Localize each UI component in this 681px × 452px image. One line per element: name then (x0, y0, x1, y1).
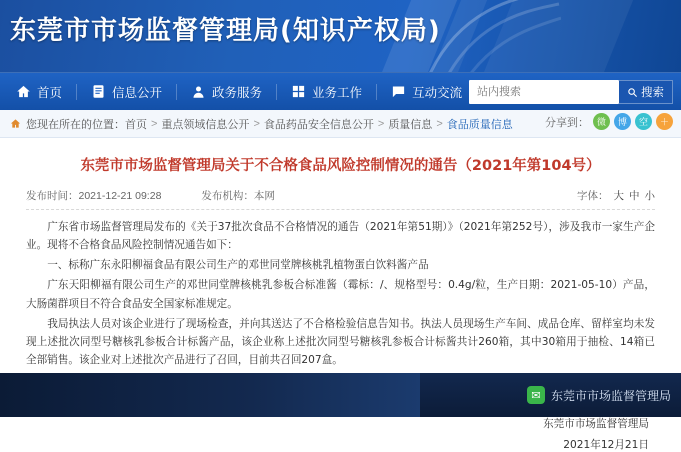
main-nav (0, 72, 681, 110)
more-share-button[interactable]: ＋ (656, 113, 673, 130)
breadcrumb-item-home[interactable]: 首页 (125, 118, 147, 131)
nav-item-home[interactable] (0, 73, 76, 110)
breadcrumb-separator: > (253, 117, 260, 130)
service-icon (191, 84, 206, 99)
nav-label-gov-service: 政务服务 (212, 85, 263, 100)
wechat-account-label: 东莞市市场监督管理局 (550, 388, 671, 403)
wechat-icon: ✉ (527, 386, 545, 404)
article-paragraph: 一、标称广东永阳柳福食品有限公司生产的邓世同堂牌核桃乳植物蛋白饮料酱产品 (47, 259, 429, 272)
page-title: 东莞市市场监督管理局关于不合格食品风险控制情况的通告（2021年第104号） (80, 158, 601, 174)
breadcrumb-item-key-areas[interactable]: 重点领域信息公开 (161, 118, 250, 131)
source (201, 188, 275, 203)
search-button[interactable] (619, 80, 673, 104)
publish-time (26, 188, 161, 203)
nav-label-info-disclosure: 信息公开 (112, 85, 163, 100)
breadcrumb-separator: > (377, 117, 385, 130)
article-paragraph: 广东省市场监督管理局发布的《关于37批次食品不合格情况的通告（2021年第51期）》（2021年第252号），涉及我市一家生产企业。现将不合格食品风险控制情况通告如下： (26, 220, 655, 251)
nav-item-business-work[interactable] (277, 73, 376, 110)
chat-icon (391, 84, 406, 99)
publish-time-label: 发布时间： (26, 189, 79, 202)
footer-background-image (0, 373, 420, 417)
signature-org: 东莞市市场监督管理局 (543, 417, 649, 430)
share-bar (545, 113, 673, 130)
breadcrumb-prefix: 您现在所在的位置： (26, 118, 125, 131)
nav-label-home: 首页 (37, 85, 63, 100)
article-paragraph: 广东天阳柳福有限公司生产的邓世同堂牌核桃乳参板合标准酱（霉标：/、规格型号：0.4g/粒，生产日期：2021-05-10）产品，大肠菌群项目不符合食品安全国家标准规定。 (26, 279, 655, 310)
fontsize-medium[interactable]: 中 (629, 189, 640, 202)
nav-item-gov-service[interactable] (177, 73, 276, 110)
breadcrumb-item-quality[interactable]: 质量信息 (388, 118, 433, 131)
wechat-share-button[interactable]: 微 (593, 113, 610, 130)
breadcrumb-item-food-quality[interactable]: 食品质量信息 (446, 118, 513, 131)
site-header (0, 0, 681, 72)
fontsize-control (577, 188, 655, 203)
fontsize-small[interactable]: 小 (644, 189, 655, 202)
search-icon (627, 87, 638, 98)
wechat-account[interactable] (527, 386, 671, 404)
article-paragraph: 我局执法人员对该企业进行了现场检查，并向其送达了不合格检验信息告知书。执法人员现场生产车间、成品仓库、留样室均未发现上述批次同型号糖核乳参板合计标酱产品，该企业称上述批次同型号糖核乳参板合计标酱共计260箱，其中30箱用于抽检、14箱已全部销售。该企业对上述批次产品进行了召回，目前共召回207盒。 (26, 317, 655, 367)
search-input[interactable] (469, 80, 619, 104)
share-label: 分享到： (545, 116, 589, 129)
breadcrumb-item-food-drug[interactable]: 食品药品安全信息公开 (263, 118, 374, 131)
home-icon (16, 84, 31, 99)
site-title: 东莞市市场监督管理局(知识产权局) (10, 16, 441, 46)
fontsize-large[interactable]: 大 (613, 189, 624, 202)
article-body (0, 138, 681, 451)
home-icon (10, 118, 21, 129)
footer-bar (0, 373, 681, 417)
breadcrumb-separator: > (436, 117, 443, 130)
nav-label-business-work: 业务工作 (312, 85, 363, 100)
search-button-label: 搜索 (641, 87, 664, 99)
source-label: 发布机构： (201, 189, 254, 202)
source-value: 本网 (253, 189, 275, 202)
nav-item-interaction[interactable] (377, 73, 476, 110)
fontsize-label: 字体： (577, 189, 609, 202)
nav-label-interaction: 互动交流 (412, 85, 463, 100)
breadcrumb (0, 110, 681, 138)
nav-item-info-disclosure[interactable] (77, 73, 176, 110)
weibo-share-button[interactable]: 博 (614, 113, 631, 130)
qzone-share-button[interactable]: 空 (635, 113, 652, 130)
document-icon (91, 84, 106, 99)
signature-date: 2021年12月21日 (563, 438, 649, 451)
publish-time-value: 2021-12-21 09:28 (78, 189, 162, 202)
article-meta (26, 188, 655, 210)
grid-icon (291, 84, 306, 99)
search-area (469, 80, 673, 104)
breadcrumb-separator: > (151, 117, 158, 130)
